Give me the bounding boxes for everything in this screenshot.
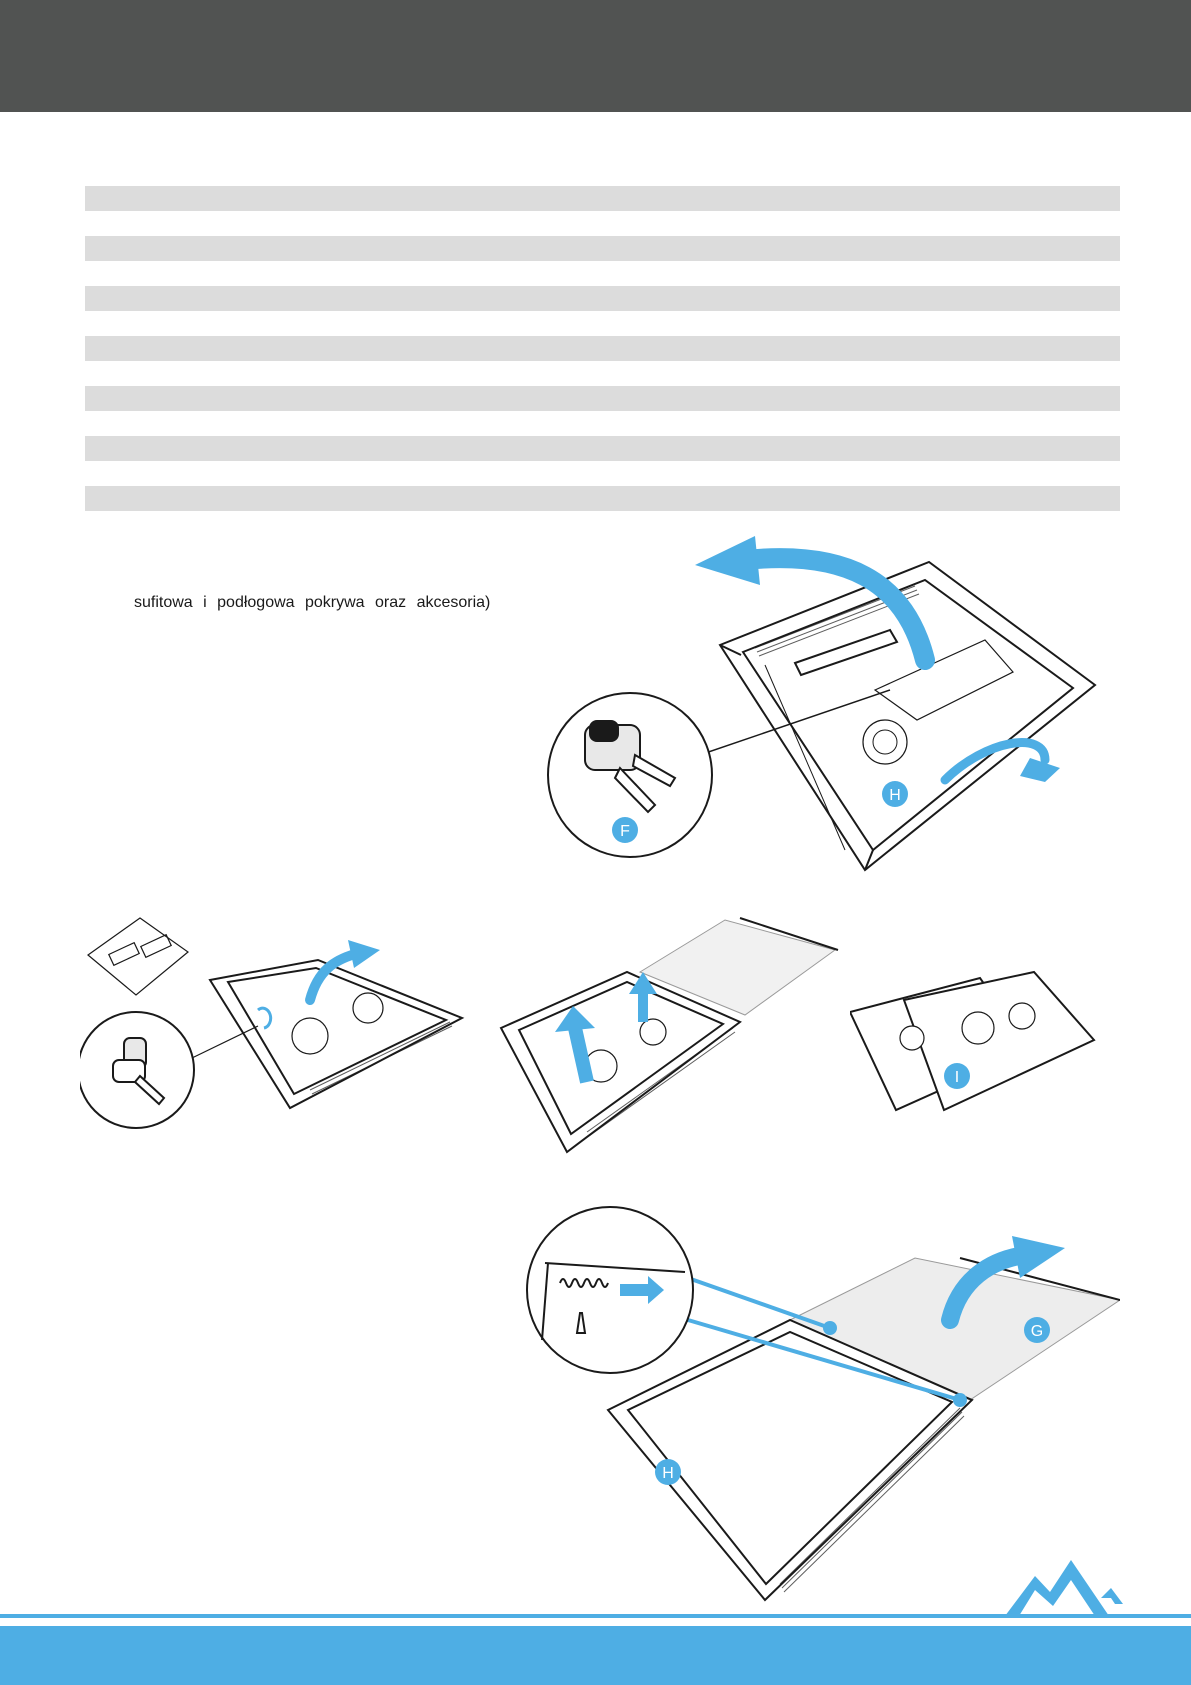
footer-bar [0,1626,1191,1685]
figure-remove-lid [520,1200,1120,1605]
callout-i: I [954,1069,960,1086]
table-row-strip [85,436,1120,461]
table-row-strip [85,486,1120,511]
callout-f: F [620,823,630,840]
table-row-strip [85,286,1120,311]
mountain-logo-icon [1005,1558,1125,1616]
callout-h-bottom: H [662,1465,674,1482]
callout-g: G [1030,1323,1044,1340]
header-bar [0,0,1191,112]
footer-line [0,1614,1191,1618]
figure-unlock [80,910,480,1145]
callout-h-top: H [889,787,901,804]
table-row-strip [85,386,1120,411]
table-row-strip [85,336,1120,361]
figure-lift-panels [495,910,840,1160]
table-row-strip [85,236,1120,261]
figure-open-box [545,520,1105,880]
intro-text: sufitowa i podłogowa pokrywa oraz akcesoria) [134,594,491,611]
table-row-strip [85,186,1120,211]
figure-panels-removed [850,970,1100,1115]
